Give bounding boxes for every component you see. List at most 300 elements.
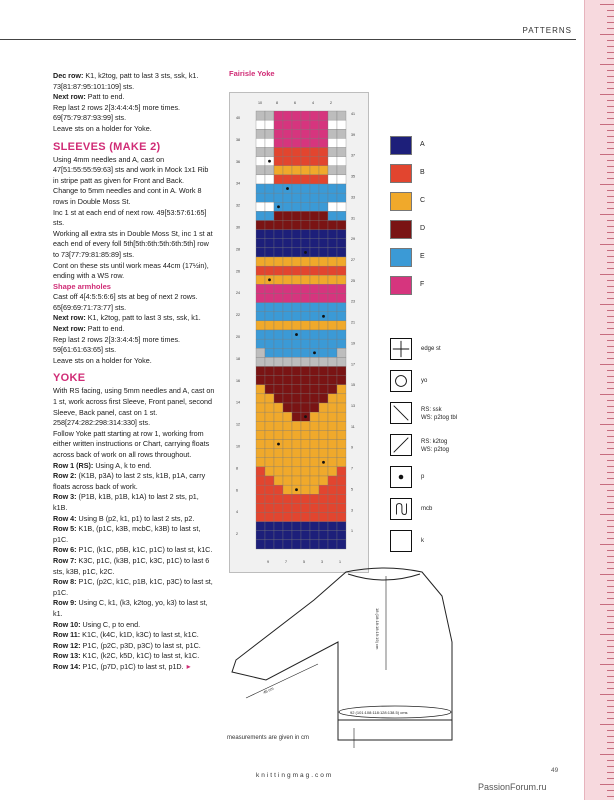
chart-cell xyxy=(301,376,310,385)
ruler-tick xyxy=(607,670,614,671)
chart-cell xyxy=(301,257,310,266)
chart-cell xyxy=(274,421,283,430)
instruction-paragraph: Next row: Patt to end. xyxy=(53,92,125,102)
chart-cell xyxy=(328,503,337,512)
chart-cell xyxy=(283,211,292,220)
chart-cell xyxy=(310,239,319,248)
chart-cell xyxy=(274,330,283,339)
row-number-label: 26 xyxy=(236,269,240,274)
instruction-paragraph: Next row: K1, k2tog, patt to last 3 sts, ssk, k1. xyxy=(53,313,201,323)
chart-cell xyxy=(256,430,265,439)
ruler-tick xyxy=(607,706,614,707)
chart-cell xyxy=(265,494,274,503)
chart-cell xyxy=(310,357,319,366)
chart-cell xyxy=(256,421,265,430)
ruler-tick xyxy=(607,106,614,107)
chart-cell xyxy=(328,476,337,485)
ruler-tick xyxy=(607,292,614,293)
column-number-label: 3 xyxy=(321,560,323,564)
chart-cell xyxy=(328,321,337,330)
purl-dot-icon xyxy=(268,160,271,163)
chart-cell xyxy=(292,458,301,467)
chart-cell xyxy=(337,357,346,366)
color-swatch-c xyxy=(390,192,412,211)
header-rule xyxy=(0,39,576,40)
chart-cell xyxy=(328,385,337,394)
ruler-tick xyxy=(600,724,614,725)
chart-cell xyxy=(283,503,292,512)
row-number-label: 29 xyxy=(351,237,355,242)
chart-cell xyxy=(283,257,292,266)
chart-cell xyxy=(283,202,292,211)
chart-cell xyxy=(337,421,346,430)
chart-cell xyxy=(292,303,301,312)
chart-cell xyxy=(301,357,310,366)
ruler-tick xyxy=(607,226,614,227)
row-number-label: 10 xyxy=(236,444,240,449)
chart-cell xyxy=(292,138,301,147)
chart-cell xyxy=(319,157,328,166)
chart-cell xyxy=(274,430,283,439)
column-number-label: 9 xyxy=(267,560,269,564)
symbol-label: mcb xyxy=(421,506,433,512)
chart-cell xyxy=(328,412,337,421)
color-letter: B xyxy=(420,169,425,176)
purl-dot-icon xyxy=(304,251,307,254)
chart-cell xyxy=(301,275,310,284)
ruler-tick xyxy=(607,490,614,491)
ssk-icon xyxy=(390,402,412,424)
chart-cell xyxy=(337,221,346,230)
chart-cell xyxy=(274,494,283,503)
sleeve-label: 46 cm xyxy=(262,685,275,695)
chart-cell xyxy=(310,211,319,220)
ruler-tick xyxy=(607,250,614,251)
chart-cell xyxy=(274,394,283,403)
chart-cell xyxy=(283,403,292,412)
row-number-label: 4 xyxy=(236,510,238,515)
chart-cell xyxy=(301,403,310,412)
row-number-label: 3 xyxy=(351,508,353,513)
chart-cell xyxy=(265,357,274,366)
row-number-label: 39 xyxy=(351,132,355,137)
chart-cell xyxy=(310,522,319,531)
ruler-tick xyxy=(607,472,614,473)
ruler-tick xyxy=(600,754,614,755)
ruler-tick xyxy=(607,28,614,29)
chart-title: Fairisle Yoke xyxy=(229,69,275,78)
color-swatch-e xyxy=(390,248,412,267)
ruler-tick xyxy=(607,778,614,779)
chart-cell xyxy=(301,230,310,239)
chart-cell xyxy=(265,257,274,266)
ruler-tick xyxy=(600,424,614,425)
ruler-tick xyxy=(607,358,614,359)
chart-cell xyxy=(310,321,319,330)
chart-cell xyxy=(283,531,292,540)
chart-cell xyxy=(319,230,328,239)
ruler-tick xyxy=(607,310,614,311)
chart-cell xyxy=(301,312,310,321)
chart-cell xyxy=(328,513,337,522)
chart-cell xyxy=(310,494,319,503)
chart-cell xyxy=(310,339,319,348)
chart-cell xyxy=(301,440,310,449)
ruler-tick xyxy=(600,664,614,665)
chart-cell xyxy=(328,458,337,467)
chart-cell xyxy=(283,458,292,467)
chart-cell xyxy=(319,339,328,348)
chart-cell xyxy=(301,148,310,157)
purl-dot-icon xyxy=(322,315,325,318)
chart-cell xyxy=(328,120,337,129)
chart-cell xyxy=(328,367,337,376)
ruler-tick xyxy=(600,574,614,575)
color-letter: A xyxy=(420,141,425,148)
chart-cell xyxy=(301,458,310,467)
chart-cell xyxy=(265,522,274,531)
chart-cell xyxy=(256,357,265,366)
ruler-tick xyxy=(607,340,614,341)
chart-cell xyxy=(319,221,328,230)
chart-cell xyxy=(319,275,328,284)
symbol-label: yo xyxy=(421,378,428,384)
ruler-tick xyxy=(607,580,614,581)
chart-cell xyxy=(301,503,310,512)
ruler-tick xyxy=(607,136,614,137)
ruler-tick xyxy=(600,334,614,335)
chart-cell xyxy=(328,275,337,284)
purl-dot-icon xyxy=(322,461,325,464)
chart-cell xyxy=(292,357,301,366)
chart-cell xyxy=(283,330,292,339)
chart-cell xyxy=(292,248,301,257)
chart-cell xyxy=(292,193,301,202)
knit-blank-icon xyxy=(390,530,412,552)
chart-cell xyxy=(274,467,283,476)
chart-cell xyxy=(301,175,310,184)
chart-cell xyxy=(292,221,301,230)
ruler-tick xyxy=(607,382,614,383)
ruler-tick xyxy=(607,616,614,617)
chart-cell xyxy=(265,367,274,376)
chart-cell xyxy=(256,367,265,376)
chart-cell xyxy=(274,138,283,147)
ruler-tick xyxy=(607,568,614,569)
color-letter: F xyxy=(420,281,425,288)
chart-cell xyxy=(265,284,274,293)
column-number-label: 8 xyxy=(276,101,278,105)
row-number-label: 37 xyxy=(351,153,355,158)
chart-cell xyxy=(301,157,310,166)
chart-cell xyxy=(301,221,310,230)
chart-cell xyxy=(274,239,283,248)
ruler-tick xyxy=(607,760,614,761)
chart-cell xyxy=(301,467,310,476)
chart-cell xyxy=(265,202,274,211)
chart-cell xyxy=(310,157,319,166)
chart-cell xyxy=(328,339,337,348)
depth-label: 18 (18:18:18:19:19) cm xyxy=(375,608,380,650)
ruler-tick xyxy=(607,148,614,149)
chart-cell xyxy=(310,540,319,549)
ruler-tick xyxy=(607,202,614,203)
ruler-tick xyxy=(607,220,614,221)
chart-cell xyxy=(310,129,319,138)
ruler-tick xyxy=(607,190,614,191)
chart-cell xyxy=(274,211,283,220)
chart-cell xyxy=(283,449,292,458)
row-number-label: 34 xyxy=(236,181,240,186)
chart-cell xyxy=(265,449,274,458)
chart-cell xyxy=(301,339,310,348)
chart-cell xyxy=(292,230,301,239)
ruler-tick xyxy=(607,730,614,731)
chart-cell xyxy=(301,476,310,485)
chart-cell xyxy=(319,166,328,175)
decorative-ruler xyxy=(584,0,614,800)
chart-cell xyxy=(337,339,346,348)
ruler-tick xyxy=(607,718,614,719)
ruler-tick xyxy=(607,418,614,419)
chart-cell xyxy=(337,385,346,394)
chart-cell xyxy=(256,403,265,412)
row-number-label: 38 xyxy=(236,137,240,142)
ruler-tick xyxy=(607,16,614,17)
chart-cell xyxy=(328,230,337,239)
chart-cell xyxy=(274,221,283,230)
chart-cell xyxy=(337,111,346,120)
chart-cell xyxy=(319,385,328,394)
ruler-tick xyxy=(607,70,614,71)
ruler-tick xyxy=(600,484,614,485)
ruler-tick xyxy=(607,46,614,47)
chart-cell xyxy=(283,522,292,531)
ruler-tick xyxy=(607,526,614,527)
chart-cell xyxy=(310,421,319,430)
section-tag: PATTERNS xyxy=(522,26,572,35)
chart-cell xyxy=(337,330,346,339)
chart-cell xyxy=(283,157,292,166)
chart-cell xyxy=(319,522,328,531)
chart-cell xyxy=(310,111,319,120)
chart-cell xyxy=(328,248,337,257)
continue-arrow-icon: ▸ xyxy=(186,661,191,671)
chart-cell xyxy=(256,522,265,531)
chart-cell xyxy=(265,248,274,257)
chart-cell xyxy=(292,266,301,275)
chart-cell xyxy=(319,284,328,293)
chart-cell xyxy=(265,266,274,275)
ruler-tick xyxy=(607,142,614,143)
chart-cell xyxy=(256,476,265,485)
ruler-tick xyxy=(607,460,614,461)
purl-dot-icon xyxy=(295,488,298,491)
chart-cell xyxy=(319,476,328,485)
row-instruction: Row 11: K1C, (k4C, k1D, k3C) to last st, k1C. xyxy=(53,630,199,640)
chart-cell xyxy=(274,257,283,266)
chart-cell xyxy=(328,175,337,184)
chart-cell xyxy=(310,138,319,147)
chart-cell xyxy=(337,138,346,147)
ruler-tick xyxy=(607,298,614,299)
ruler-tick xyxy=(607,748,614,749)
chart-cell xyxy=(292,129,301,138)
chart-cell xyxy=(301,111,310,120)
chart-cell xyxy=(292,513,301,522)
ruler-tick xyxy=(600,64,614,65)
sleeve-measure-line xyxy=(246,664,318,698)
ruler-tick xyxy=(607,658,614,659)
chart-cell xyxy=(274,385,283,394)
chart-cell xyxy=(256,339,265,348)
chart-cell xyxy=(319,449,328,458)
symbol-label: RS: k2tog WS: p2tog xyxy=(421,439,450,453)
chart-cell xyxy=(319,513,328,522)
chart-cell xyxy=(274,294,283,303)
row-instruction: Row 8: P1C, (p2C, k1C, p1B, k1C, p3C) to last st, p1C. xyxy=(53,577,213,597)
chart-cell xyxy=(274,111,283,120)
chart-cell xyxy=(274,184,283,193)
chart-cell xyxy=(256,385,265,394)
chart-cell xyxy=(265,239,274,248)
row-number-label: 32 xyxy=(236,203,240,208)
chart-cell xyxy=(256,284,265,293)
chart-cell xyxy=(274,503,283,512)
color-letter: D xyxy=(420,225,426,232)
ruler-tick xyxy=(607,442,614,443)
chart-cell xyxy=(328,221,337,230)
chart-cell xyxy=(292,239,301,248)
ruler-tick xyxy=(600,454,614,455)
chart-cell xyxy=(256,221,265,230)
chart-cell xyxy=(265,120,274,129)
chart-cell xyxy=(337,467,346,476)
chart-cell xyxy=(319,138,328,147)
ruler-tick xyxy=(607,406,614,407)
chart-cell xyxy=(328,129,337,138)
ruler-tick xyxy=(600,784,614,785)
chart-cell xyxy=(274,485,283,494)
symbol-label: RS: ssk WS: p2tog tbl xyxy=(421,407,458,421)
chart-cell xyxy=(265,230,274,239)
chart-cell xyxy=(319,394,328,403)
row-number-label: 6 xyxy=(236,488,238,493)
ruler-tick xyxy=(607,346,614,347)
chart-cell xyxy=(256,239,265,248)
chart-cell xyxy=(337,531,346,540)
chart-cell xyxy=(301,494,310,503)
row-number-label: 12 xyxy=(236,422,240,427)
chart-cell xyxy=(337,494,346,503)
chart-cell xyxy=(310,440,319,449)
ruler-tick xyxy=(607,622,614,623)
chart-cell xyxy=(274,458,283,467)
ruler-tick xyxy=(607,328,614,329)
chart-cell xyxy=(256,193,265,202)
chart-cell xyxy=(256,312,265,321)
ruler-tick xyxy=(607,10,614,11)
chart-cell xyxy=(301,211,310,220)
ruler-tick xyxy=(607,496,614,497)
chart-cell xyxy=(319,467,328,476)
chart-cell xyxy=(256,275,265,284)
chest-label: 92 (101:108:118:128:138.5) cms xyxy=(350,710,408,715)
ruler-tick xyxy=(607,388,614,389)
column-number-label: 6 xyxy=(294,101,296,105)
chart-cell xyxy=(337,440,346,449)
row-instruction: Row 12: P1C, (p2C, p3D, p3C) to last st, p1C. xyxy=(53,640,201,650)
chart-cell xyxy=(310,330,319,339)
chart-cell xyxy=(256,440,265,449)
ruler-tick xyxy=(607,562,614,563)
chart-cell xyxy=(283,321,292,330)
chart-cell xyxy=(319,321,328,330)
chart-cell xyxy=(328,330,337,339)
chart-cell xyxy=(328,531,337,540)
chart-cell xyxy=(265,294,274,303)
chart-cell xyxy=(328,266,337,275)
instruction-paragraph: Cast off 4[4:5:5:6:6] sts at beg of next 2 rows. 65[69:69:71:73:77] sts. xyxy=(53,292,198,312)
chart-cell xyxy=(337,202,346,211)
chart-cell xyxy=(256,266,265,275)
chart-cell xyxy=(283,357,292,366)
chart-cell xyxy=(256,330,265,339)
ruler-tick xyxy=(607,466,614,467)
chart-cell xyxy=(256,348,265,357)
chart-cell xyxy=(256,458,265,467)
ruler-tick xyxy=(607,532,614,533)
row-instruction: Row 13: K1C, (k2C, k5D, k1C) to last st, k1C. xyxy=(53,651,200,661)
chart-cell xyxy=(274,157,283,166)
ruler-tick xyxy=(607,610,614,611)
chart-cell xyxy=(274,284,283,293)
chart-cell xyxy=(283,248,292,257)
row-instruction: Row 9: Using C, k1, (k3, k2tog, yo, k3) to last st, k1. xyxy=(53,598,208,618)
chart-cell xyxy=(283,148,292,157)
ruler-tick xyxy=(607,256,614,257)
chart-cell xyxy=(292,412,301,421)
chart-cell xyxy=(301,202,310,211)
chart-cell xyxy=(283,394,292,403)
chart-cell xyxy=(265,166,274,175)
chart-cell xyxy=(265,330,274,339)
chart-cell xyxy=(274,531,283,540)
chart-cell xyxy=(265,303,274,312)
chart-cell xyxy=(283,266,292,275)
chart-cell xyxy=(256,412,265,421)
chart-cell xyxy=(301,367,310,376)
chart-cell xyxy=(256,531,265,540)
chart-cell xyxy=(328,157,337,166)
ruler-tick xyxy=(600,514,614,515)
chart-cell xyxy=(265,348,274,357)
chart-cell xyxy=(319,376,328,385)
row-number-label: 25 xyxy=(351,278,355,283)
chart-cell xyxy=(337,148,346,157)
ruler-tick xyxy=(607,400,614,401)
chart-cell xyxy=(256,202,265,211)
instruction-paragraph: Leave sts on a holder for Yoke. xyxy=(53,355,152,365)
chart-cell xyxy=(274,148,283,157)
chart-cell xyxy=(337,503,346,512)
chart-cell xyxy=(292,476,301,485)
ruler-tick xyxy=(600,304,614,305)
chart-cell xyxy=(292,284,301,293)
chart-cell xyxy=(292,148,301,157)
chart-cell xyxy=(256,184,265,193)
magazine-url: knittingmag.com xyxy=(256,772,334,779)
